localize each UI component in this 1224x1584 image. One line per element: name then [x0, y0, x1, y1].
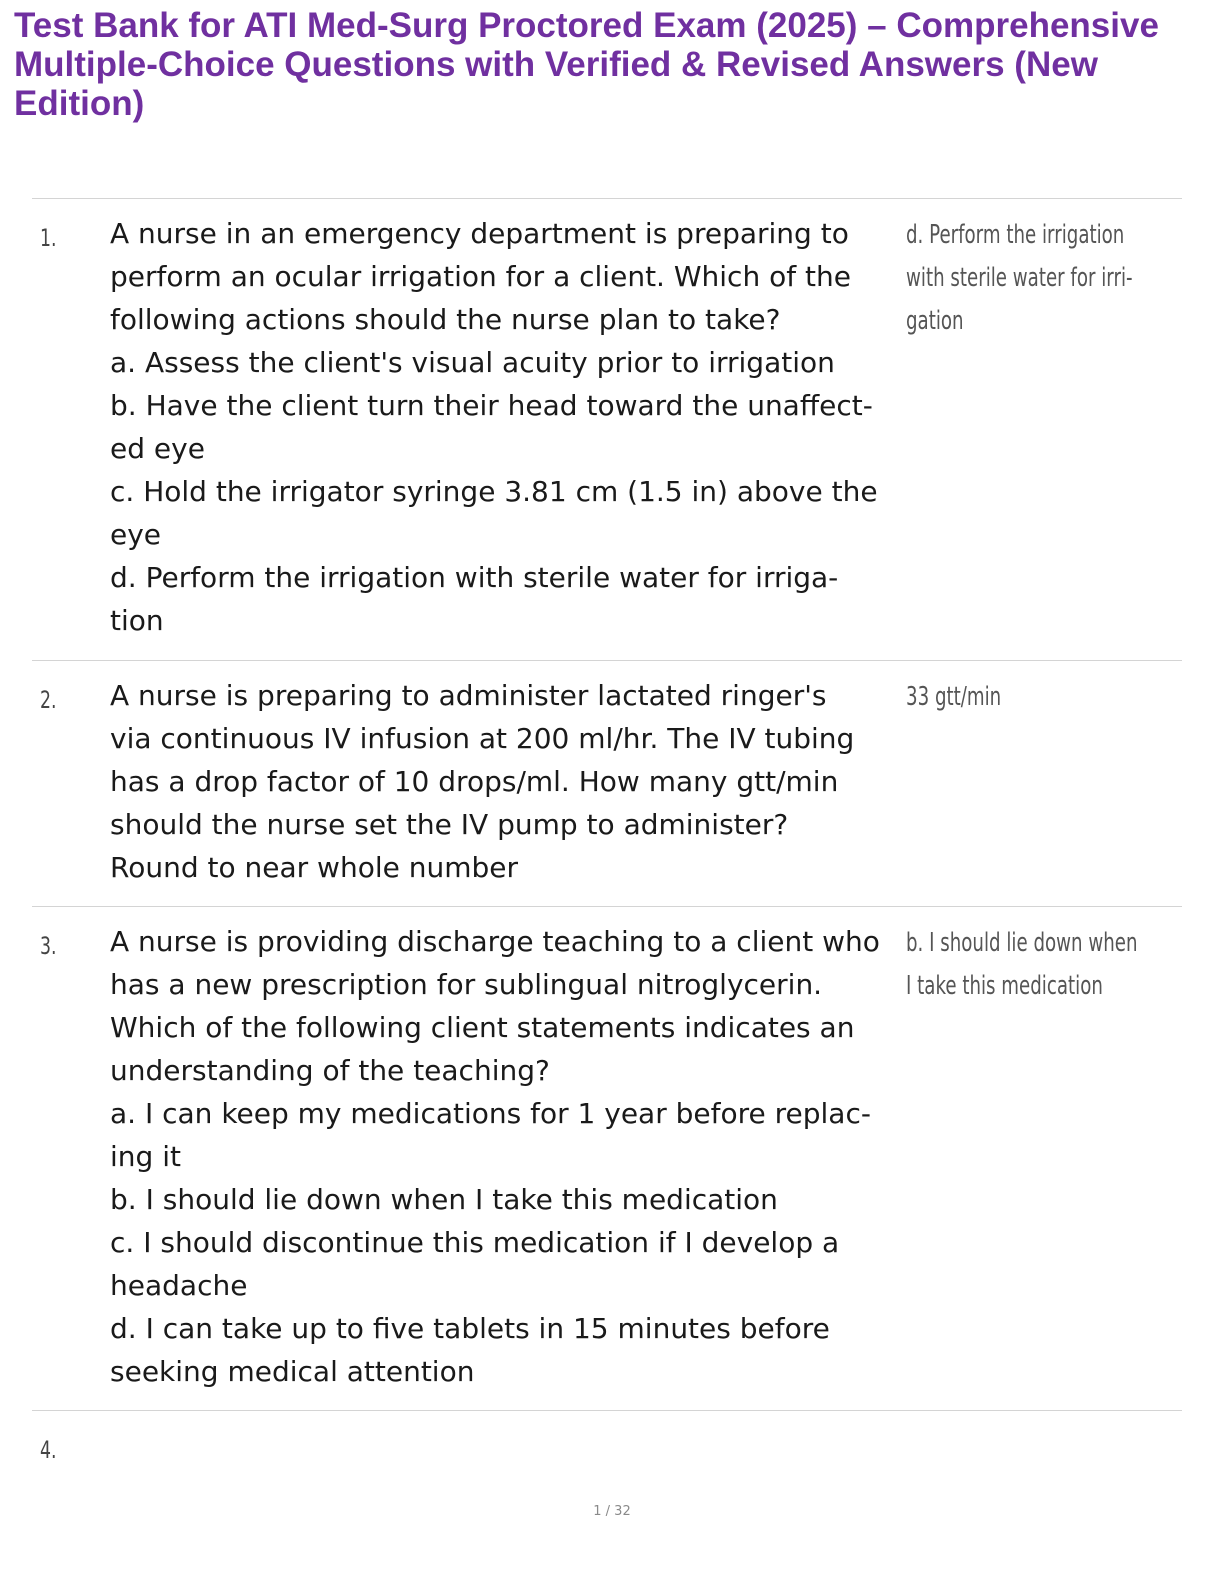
answer-option-d: d. I can take up to five tablets in 15 minutes before [110, 1312, 830, 1345]
question-stem-line: via continuous IV infusion at 200 ml/hr. The IV tubing [110, 722, 855, 755]
page-indicator: 1 / 32 [593, 1504, 631, 1519]
question-stem-line: has a drop factor of 10 drops/ml. How many gtt/min [110, 765, 839, 798]
answer-option-d-cont: seeking medical attention [110, 1355, 475, 1388]
answer-option-c-cont: eye [110, 518, 162, 551]
answer-option-b: b. I should lie down when I take this medication [110, 1183, 778, 1216]
answer-option-c: c. Hold the irrigator syringe 3.81 cm (1.5 in) above the [110, 475, 878, 508]
correct-answer-line: gation [906, 306, 964, 336]
answer-option-b: b. Have the client turn their head toward the unaffect- [110, 389, 873, 422]
question-text [110, 920, 900, 1393]
answer-option-d-cont: tion [110, 604, 164, 637]
question-row [32, 1411, 1182, 1541]
document-title: Test Bank for ATI Med-Surg Proctored Exam (2025) – Comprehensive Multiple-Choice Questions with Verified & Revised Answers (New Edition) [14, 6, 1159, 123]
correct-answer-line: I take this medication [906, 971, 1103, 1001]
question-stem-line: Round to near whole number [110, 851, 519, 884]
question-number: 4. [40, 1436, 57, 1464]
question-stem-line: Which of the following client statements indicates an [110, 1011, 855, 1044]
question-number: 3. [40, 932, 57, 960]
question-stem-line: following actions should the nurse plan to take? [110, 303, 781, 336]
question-text [110, 212, 900, 642]
question-stem-line: has a new prescription for sublingual nitroglycerin. [110, 968, 823, 1001]
answer-option-d: d. Perform the irrigation with sterile water for irriga- [110, 561, 839, 594]
correct-answer-line: d. Perform the irrigation [906, 220, 1125, 250]
correct-answer-line: with sterile water for irri- [906, 263, 1133, 293]
correct-answer [906, 214, 1158, 343]
correct-answer [906, 922, 1158, 1008]
question-stem-line: A nurse in an emergency department is preparing to [110, 217, 849, 250]
question-number: 1. [40, 224, 57, 252]
answer-option-a-cont: ing it [110, 1140, 181, 1173]
correct-answer-line: 33 gtt/min [906, 682, 1002, 712]
answer-option-c-cont: headache [110, 1269, 248, 1302]
question-stem-line: perform an ocular irrigation for a client. Which of the [110, 260, 851, 293]
question-list [32, 198, 1182, 1541]
correct-answer [906, 676, 1158, 719]
question-number: 2. [40, 686, 57, 714]
question-row [32, 199, 1182, 661]
question-stem-line: A nurse is preparing to administer lactated ringer's [110, 679, 827, 712]
question-row [32, 661, 1182, 907]
answer-option-a: a. Assess the client's visual acuity prior to irrigation [110, 346, 835, 379]
correct-answer-line: b. I should lie down when [906, 928, 1138, 958]
answer-option-a: a. I can keep my medications for 1 year before replac- [110, 1097, 871, 1130]
answer-option-b-cont: ed eye [110, 432, 205, 465]
question-text [110, 674, 900, 889]
answer-option-c: c. I should discontinue this medication if I develop a [110, 1226, 840, 1259]
question-row [32, 907, 1182, 1411]
question-stem-line: understanding of the teaching? [110, 1054, 550, 1087]
question-stem-line: should the nurse set the IV pump to administer? [110, 808, 789, 841]
question-stem-line: A nurse is providing discharge teaching to a client who [110, 925, 880, 958]
